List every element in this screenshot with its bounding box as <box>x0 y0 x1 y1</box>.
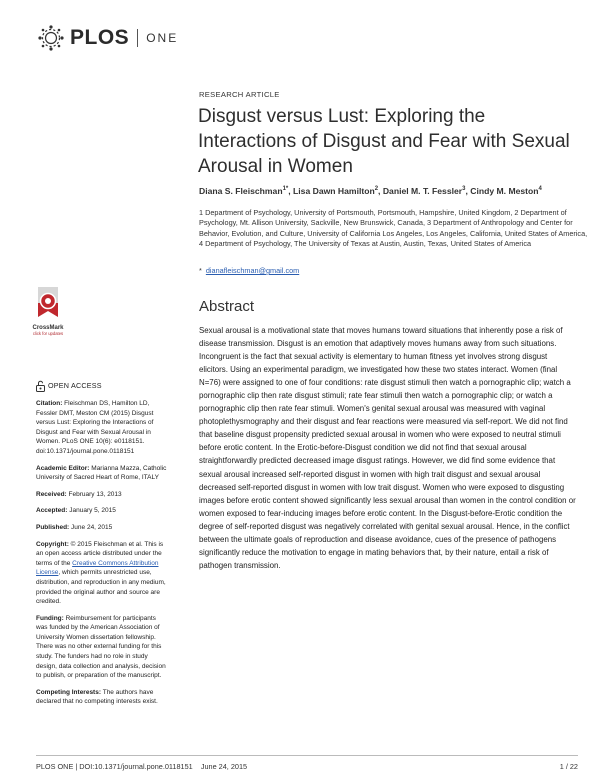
author-affiliation-marker: 4 <box>538 186 542 193</box>
published-label: Published: <box>36 523 70 531</box>
published-date: June 24, 2015 <box>71 523 113 531</box>
email-link[interactable]: dianafleischman@gmail.com <box>205 266 300 275</box>
author-name: Lisa Dawn Hamilton <box>293 186 375 196</box>
received-date: February 13, 2013 <box>68 490 122 498</box>
author-name: Daniel M. T. Fessler <box>382 186 463 196</box>
article-title: Disgust versus Lust: Exploring the Interactions of Disgust and Fear with Sexual Arousal in Women <box>198 106 570 177</box>
funding-block <box>36 614 168 681</box>
editor-label: Academic Editor: <box>36 464 90 472</box>
crossmark-sub: click for updates <box>32 331 64 336</box>
plos-logo-icon <box>36 25 66 51</box>
copyright-block <box>36 540 168 607</box>
article-type: RESEARCH ARTICLE <box>199 90 280 99</box>
competing-interests-text: The authors have declared that no competing interests exist. <box>36 688 158 706</box>
plos-one-logo[interactable] <box>36 24 178 52</box>
corresponding-marker: * <box>199 266 202 275</box>
logo-divider <box>137 29 138 47</box>
footer-citation: PLOS ONE | DOI:10.1371/journal.pone.0118151 June 24, 2015 <box>36 762 248 771</box>
crossmark-label: CrossMark <box>32 325 64 331</box>
citation-block <box>36 399 168 457</box>
author-affiliation-marker: 3 <box>462 186 466 193</box>
citation-label: Citation: <box>36 400 63 407</box>
accepted-label: Accepted: <box>36 507 68 515</box>
received-label: Received: <box>36 490 67 498</box>
copyright-label: Copyright: <box>36 540 69 548</box>
published-block <box>36 523 168 533</box>
affiliations: 1 Department of Psychology, University of Portsmouth, Portsmouth, Hampshire, United Kingdom, 2 Department of Psychology, Mt. Allison University, Sackville, New Brunswick, Canada, 3 Department of Anthropology and Center for Behavior, Evolution, and Culture, University of California Los Angeles, Los Angeles, California, United States of America, 4 Department of Psychology, The University of Texas at Austin, Austin, Texas, United States of America <box>199 208 588 249</box>
competing-interests-label: Competing Interests: <box>36 688 102 696</box>
abstract-text: Sexual arousal is a motivational state that moves humans toward situations that inherently pose a risk of disease transmission. Disgust is an emotion that adaptively moves humans away from such situations. Incongruent is the fact that sexual activity is elementary to human fitness yet involves strong disgust elicitors. Using an experimental paradigm, we investigated how these two states interact. Women (final N=76) were assigned to one of four conditions: rate disgust stimuli then watch a pornographic clip; watch a pornographic clip then rate disgust stimuli; rate fear stimuli then watch a pornographic clip; or watch a pornographic clip then rate fear stimuli. Women's genital sexual arousal was measured with vaginal photoplethysmography and their disgust and fear reactions were measured via self-report. We did not find that baseline disgust propensity predicted sexual arousal in women who were exposed to neutral stimuli before erotic content. In the Erotic-before-Disgust condition we did not find that sexual arousal straightforwardly predicted decreased image disgust ratings. However, we did find some evidence that sexual arousal increased self-reported disgust in women with high trait disgust and sexual arousal decreased self-reported disgust in women with low trait disgust. Women who were exposed to disgusting images before erotic content showed significantly less sexual arousal than women in the control condition or women exposed to fear-inducing images before erotic content. In the Disgust-before-Erotic condition the degree of self-reported disgust was negatively correlated with genital sexual arousal. Hence, in the conflict between the ultimate goals of reproduction and disease avoidance, cues of the presence of pathogens significantly reduce the motivation to engage in mating behaviors that, by their nature, entail a risk of pathogen transmission. <box>199 326 576 570</box>
crossmark-badge[interactable] <box>32 285 64 336</box>
article-sidebar <box>36 380 168 714</box>
crossmark-icon <box>35 285 61 319</box>
copyright-text: © 2015 Fleischman et al. This is an open access article distributed under the terms of the <box>36 540 164 567</box>
author-name: Diana S. Fleischman <box>199 186 283 196</box>
citation-text: Fleischman DS, Hamilton LD, Fessler DMT, Meston CM (2015) Disgust versus Lust: Exploring the Interactions of Disgust and Fear with Sexual Arousal in Women. PLoS ONE 10(6): e0118151. doi:10.1371/journal.pone.0118151 <box>36 400 154 455</box>
author-affiliation-marker: 1* <box>282 186 289 193</box>
funding-label: Funding: <box>36 614 64 622</box>
footer-divider <box>36 755 578 756</box>
author-name: Cindy M. Meston <box>470 186 539 196</box>
editor-text: Marianna Mazza, Catholic University of Sacred Heart of Rome, ITALY <box>36 464 167 482</box>
open-access-badge <box>36 380 168 392</box>
open-access-label: OPEN ACCESS <box>48 381 102 391</box>
abstract-heading: Abstract <box>199 298 255 315</box>
license-link[interactable]: Creative Commons Attribution License <box>36 559 159 577</box>
journal-name: ONE <box>146 31 179 45</box>
open-lock-icon <box>36 380 45 392</box>
accepted-block <box>36 506 168 516</box>
corresponding-email <box>199 266 299 275</box>
competing-interests-block <box>36 688 168 707</box>
funding-text: Reimbursement for participants was funded by the American Association of University Women dissertation fellowship. There was no other external funding for this study. The funders had no role in study design, data collection and analysis, decision to publish, or preparation of the manuscript. <box>36 614 166 680</box>
copyright-text-end: , which permits unrestricted use, distribution, and reproduction in any medium, provided the original author and source are credited. <box>36 569 166 606</box>
editor-block <box>36 464 168 483</box>
brand-name: PLOS <box>70 26 130 49</box>
received-block <box>36 490 168 500</box>
author-affiliation-marker: 2 <box>374 186 379 193</box>
author-list: Diana S. Fleischman$^{1*}$, Lisa Dawn Hamilton$^2$, Daniel M. T. Fessler$^3$, Cindy M. Meston$^4$ <box>199 186 542 196</box>
accepted-date: January 5, 2015 <box>69 507 116 515</box>
page-number: 1 / 22 <box>559 762 578 771</box>
